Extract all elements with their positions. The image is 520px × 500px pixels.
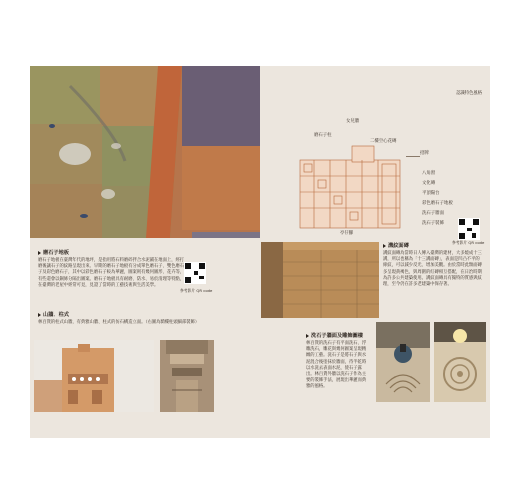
label-color-terrazzo: 彩色磨石子地板 <box>422 201 453 206</box>
label-wash-pillar: 洗石子裝飾 <box>422 221 444 226</box>
column-detail-photo <box>160 340 214 412</box>
qr-caption-terrazzo: 參考影片 QR code <box>180 288 213 293</box>
label-lattice-brick: 二樓空心花磚 <box>370 139 397 144</box>
column-body: 林百貨的柱式山牆，有典雅山牆、柱式的仿石構造立面。（右圖為騎樓柱頭細部裝飾） <box>38 320 200 325</box>
wash-title: 洗石子牆面及雕飾圖樣 <box>311 333 363 339</box>
qr-code-terrazzo[interactable] <box>184 262 206 284</box>
qr-code-brick[interactable] <box>458 218 480 240</box>
section-header: 認識特色風格 <box>456 91 482 96</box>
terrazzo-floor-photo <box>30 66 260 238</box>
label-parapet: 女兒牆 <box>346 119 360 124</box>
qr-caption-brick: 參考影片 QR code <box>452 240 485 245</box>
terrazzo-body: 磨石子地板在臺灣年代的地坪，是指用將石料磨碎拌合水泥鋪在地面上，經打磨後讓石子的紋路呈現出來。早期的磨石子地板有分成單色磨石子、雙色磨石子及彩色磨石子，其中以彩色磨石子較為華麗，圖案則有幾何圖形、花卉等，有些還會以銅條分隔出圖案。磨石子地板具有耐磨、防水、易於清理等特點，在臺灣的老屋中經常可見，見證了當時的工藝技術與生活美學。 <box>38 258 185 288</box>
building-facade-photo <box>34 340 154 412</box>
carved-relief-photo <box>434 322 486 402</box>
page <box>30 66 490 438</box>
terrazzo-title: 磨石子地板 <box>43 250 69 256</box>
brick-title: 溝紋面磚 <box>388 243 409 249</box>
label-colonnade: 亭仔腳 <box>340 231 354 236</box>
label-octagon: 八角窗 <box>422 171 436 176</box>
brick-body: 溝紋面磚為當時日人傳入臺灣的建材，大多燒成十三溝，所以也稱為「十三溝面磚」，表面是凹凸不平的條紋，可以減少反光、增加美觀。由於當時此類面磚多呈現黃褐色，與周圍的紅磚相互搭配，在日治時期為許多公共建築使用。溝紋面磚具有獨特的質感與紋理，至今仍在許多老建築中保存著。 <box>383 251 482 288</box>
label-flat-roof: 平頂陽台 <box>422 191 440 196</box>
column-title: 山牆．柱式 <box>43 312 69 318</box>
lamp-ornament-photo <box>376 322 430 402</box>
brick-section <box>383 242 483 288</box>
label-wash-stone-wall: 洗石子牆面 <box>422 211 444 216</box>
label-sign: 招牌 <box>420 151 429 156</box>
terrazzo-section <box>38 249 188 289</box>
wash-body: 林百貨的洗石子有平面洗石、浮雕洗石，雕花與幾何圖案呈現精緻的工藝。洗石子是將石子與水泥混合後塗抹於牆面，待半乾時以水洗去表面水泥，使石子露出。林百貨外牆以洗石子作為主要的裝飾手法，展現出華麗而典雅的風格。 <box>306 341 367 390</box>
column-section <box>38 311 258 326</box>
label-culture-brick: 文化磚 <box>422 181 436 186</box>
grooved-tile-photo <box>261 242 379 318</box>
wash-section <box>306 332 370 391</box>
label-terrazzo-column: 磨石子柱 <box>314 133 332 138</box>
